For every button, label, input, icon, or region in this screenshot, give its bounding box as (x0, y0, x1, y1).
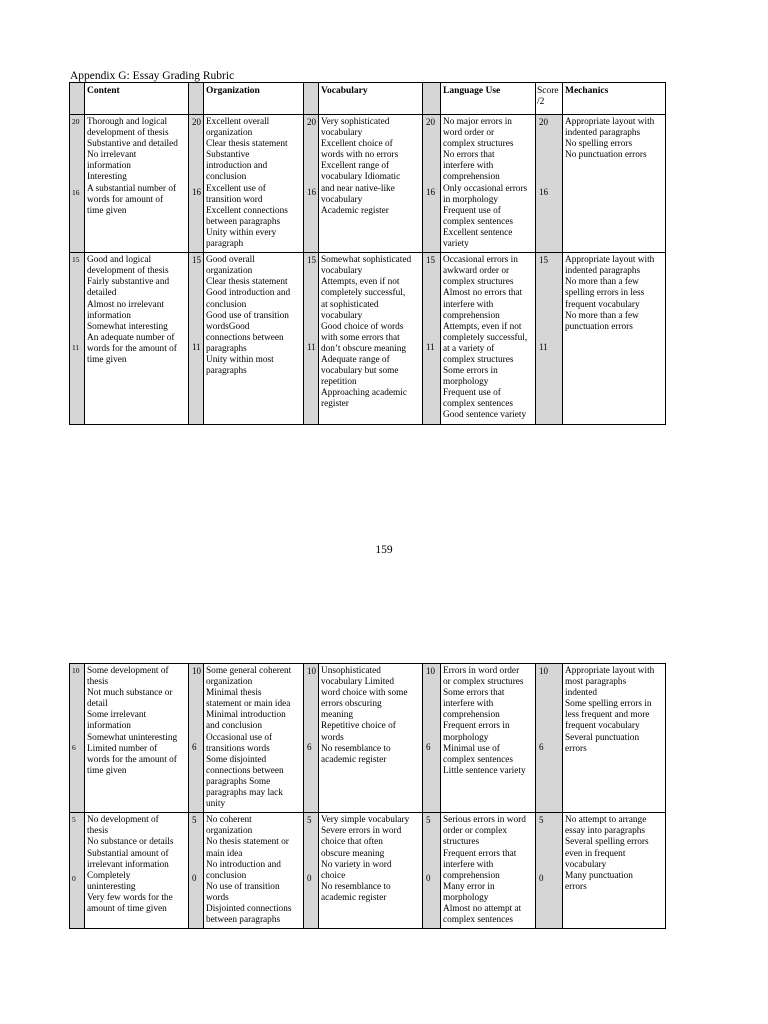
criterion-line: conclusion (206, 172, 247, 183)
mechanics-score-high: 5 (539, 815, 544, 826)
criterion-line: development of thesis (87, 266, 169, 277)
criterion-line: Frequent use of (443, 205, 501, 216)
criterion-line: Little sentence variety (443, 765, 526, 776)
criterion-line: Very few words for the (87, 892, 173, 903)
language-use-description (441, 115, 536, 253)
organization-score-header (189, 83, 204, 115)
criterion-line: Fairly substantive and (87, 277, 170, 288)
organization-score-low: 6 (192, 742, 197, 752)
criterion-line: even in frequent (565, 848, 626, 859)
criterion-line: academic register (321, 892, 387, 903)
language-use-score-cell (423, 115, 441, 253)
criterion-line: Occasional errors in (443, 255, 518, 266)
criterion-line: Very simple vocabulary (321, 815, 410, 826)
criterion-line: Many error in (443, 881, 495, 892)
criterion-line: paragraphs Some (206, 776, 271, 787)
criterion-line: complex structures (443, 139, 514, 150)
organization-description (204, 813, 304, 929)
criterion-line: morphology (443, 732, 489, 743)
organization-score-high: 20 (192, 117, 201, 127)
criterion-line: Good and logical (87, 255, 152, 266)
criterion-line: No irrelevant (87, 150, 137, 161)
language-use-score-low: 6 (426, 742, 431, 752)
criterion-line: detail (87, 699, 108, 710)
content-score-header (70, 83, 85, 115)
criterion-line: No punctuation errors (565, 150, 647, 161)
criterion-line: Clear thesis statement (206, 277, 288, 288)
organization-header: Organization (204, 83, 304, 115)
content-header: Content (85, 83, 189, 115)
language-use-score-cell (423, 253, 441, 424)
criterion-line: complex sentences (443, 915, 513, 926)
criterion-line: vocabulary Idiomatic (321, 172, 401, 183)
criterion-line: Excellent overall (206, 117, 270, 127)
score-header: Score /2 (536, 83, 563, 115)
content-score-cell (70, 253, 85, 424)
criterion-line: conclusion (206, 870, 247, 881)
vocabulary-score-header (304, 83, 319, 115)
organization-score-low: 11 (192, 342, 201, 353)
criterion-line: time given (87, 765, 127, 776)
criterion-line: variety (443, 239, 469, 250)
criterion-line: No coherent (206, 815, 252, 826)
criterion-line: Almost no errors that (443, 288, 523, 299)
language-use-score-high: 10 (426, 666, 435, 676)
criterion-line: Only occasional errors (443, 183, 528, 194)
rubric-band-row (70, 664, 666, 813)
mechanics-description (563, 253, 666, 424)
criterion-line: Some general coherent (206, 666, 292, 676)
vocabulary-description (319, 664, 423, 813)
criterion-line: Clear thesis statement (206, 139, 288, 150)
content-description (85, 253, 189, 424)
organization-score-cell (189, 253, 204, 424)
criterion-line: paragraphs (206, 343, 247, 354)
criterion-line: Somewhat sophisticated (321, 255, 412, 266)
criterion-line: No thesis statement or (206, 837, 289, 848)
criterion-line: time given (87, 205, 127, 216)
criterion-line: No substance or details (87, 837, 174, 848)
criterion-line: interfere with (443, 859, 494, 870)
criterion-line: Appropriate layout with (565, 666, 655, 676)
criterion-line: Errors in word order (443, 666, 520, 676)
organization-score-cell (189, 115, 204, 253)
criterion-line: Several punctuation (565, 732, 640, 743)
criterion-line: vocabulary Limited (321, 677, 395, 688)
language-use-description (441, 253, 536, 424)
criterion-line: detailed (87, 288, 117, 299)
criterion-line: thesis (87, 677, 109, 688)
criterion-line: vocabulary (565, 859, 607, 870)
content-score-cell (70, 664, 85, 813)
criterion-line: Several spelling errors (565, 837, 649, 848)
criterion-line: Not much substance or (87, 688, 173, 699)
criterion-line: order or complex (443, 826, 508, 837)
criterion-line: Disjointed connections (206, 903, 292, 914)
mechanics-score-high: 15 (539, 255, 548, 266)
criterion-line: Some spelling errors in (565, 699, 652, 710)
criterion-line: Minimal thesis (206, 688, 262, 699)
criterion-line: vocabulary (321, 266, 363, 277)
rubric-band-row (70, 253, 666, 424)
content-description (85, 115, 189, 253)
criterion-line: Completely (87, 870, 131, 881)
mechanics-score-low: 6 (539, 742, 544, 752)
criterion-line: complex structures (443, 354, 514, 365)
criterion-line: Good introduction and (206, 288, 291, 299)
criterion-line: completely successful, (443, 332, 528, 343)
rubric-table-bottom (69, 663, 666, 929)
criterion-line: paragraph (206, 239, 244, 250)
vocabulary-score-cell (304, 115, 319, 253)
rubric-header-row (70, 83, 666, 115)
criterion-line: No introduction and (206, 859, 281, 870)
organization-score-high: 15 (192, 255, 201, 266)
criterion-line: No errors that (443, 150, 495, 161)
criterion-line: No resemblance to (321, 881, 391, 892)
mechanics-score-low: 16 (539, 187, 548, 197)
criterion-line: word choice with some (321, 688, 408, 699)
criterion-line: No development of (87, 815, 159, 826)
criterion-line: complex sentences (443, 399, 513, 410)
criterion-line: Substantive (206, 150, 250, 161)
criterion-line: Repetitive choice of (321, 721, 396, 732)
criterion-line: Frequent use of (443, 388, 501, 399)
criterion-line: repetition (321, 377, 357, 388)
criterion-line: thesis (87, 826, 109, 837)
content-score-high: 10 (72, 666, 80, 675)
vocabulary-score-cell (304, 253, 319, 424)
vocabulary-score-low: 16 (307, 187, 316, 197)
criterion-line: register (321, 399, 349, 410)
language-use-score-low: 0 (426, 873, 431, 884)
criterion-line: frequent vocabulary (565, 299, 640, 310)
criterion-line: words with no errors (321, 150, 399, 161)
criterion-line: interfere with (443, 699, 494, 710)
vocabulary-score-low: 11 (307, 342, 316, 353)
criterion-line: No use of transition (206, 881, 280, 892)
criterion-line: or complex structures (443, 677, 524, 688)
criterion-line: errors (565, 743, 587, 754)
criterion-line: No more than a few (565, 277, 639, 288)
criterion-line: at a variety of (443, 343, 495, 354)
criterion-line: between paragraphs (206, 915, 281, 926)
language-use-header: Language Use (441, 83, 536, 115)
criterion-line: complex structures (443, 277, 514, 288)
criterion-line: Limited number of (87, 743, 158, 754)
criterion-line: connections between (206, 332, 284, 343)
organization-score-cell (189, 813, 204, 929)
criterion-line: amount of time given (87, 903, 167, 914)
criterion-line: irrelevant information (87, 859, 169, 870)
language-use-description (441, 813, 536, 929)
content-description (85, 813, 189, 929)
criterion-line: main idea (206, 848, 243, 859)
criterion-line: comprehension (443, 870, 500, 881)
criterion-line: Good choice of words (321, 321, 404, 332)
criterion-line: vocabulary (321, 128, 363, 139)
criterion-line: Attempts, even if not (321, 277, 400, 288)
criterion-line: Excellent choice of (321, 139, 393, 150)
mechanics-score-low: 11 (539, 342, 548, 353)
language-use-score-high: 20 (426, 117, 435, 127)
content-description (85, 664, 189, 813)
language-use-score-high: 5 (426, 815, 431, 826)
criterion-line: Good overall (206, 255, 255, 266)
criterion-line: Interesting (87, 172, 127, 183)
criterion-line: unity (206, 799, 226, 810)
criterion-line: development of thesis (87, 128, 169, 139)
criterion-line: word order or (443, 128, 495, 139)
mechanics-score-cell (536, 813, 563, 929)
criterion-line: organization (206, 266, 253, 277)
criterion-line: information (87, 310, 131, 321)
criterion-line: statement or main idea (206, 699, 291, 710)
criterion-line: introduction and (206, 161, 268, 172)
criterion-line: indented (565, 688, 598, 699)
criterion-line: No attempt to arrange (565, 815, 647, 826)
content-score-low: 11 (72, 343, 80, 353)
criterion-line: vocabulary but some (321, 366, 399, 377)
criterion-line: information (87, 721, 131, 732)
organization-score-high: 5 (192, 815, 197, 826)
organization-score-low: 0 (192, 873, 197, 884)
organization-description (204, 664, 304, 813)
criterion-line: Some irrelevant (87, 710, 147, 721)
mechanics-score-low: 0 (539, 873, 544, 884)
mechanics-score-high: 20 (539, 117, 548, 127)
criterion-line: and near native-like (321, 183, 395, 194)
organization-description (204, 115, 304, 253)
mechanics-score-high: 10 (539, 666, 548, 676)
criterion-line: punctuation errors (565, 321, 633, 332)
criterion-line: Good sentence variety (443, 410, 527, 421)
criterion-line: Occasional use of (206, 732, 273, 743)
organization-description (204, 253, 304, 424)
criterion-line: Good use of transition (206, 310, 289, 321)
criterion-line: less frequent and more (565, 710, 650, 721)
vocabulary-score-low: 6 (307, 742, 312, 752)
criterion-line: transitions words (206, 743, 270, 754)
content-score-low: 0 (72, 874, 76, 884)
criterion-line: connections between (206, 765, 284, 776)
criterion-line: complex sentences (443, 216, 513, 227)
vocabulary-score-high: 5 (307, 815, 312, 826)
criterion-line: Almost no attempt at (443, 903, 522, 914)
mechanics-score-cell (536, 115, 563, 253)
language-use-score-low: 16 (426, 187, 435, 197)
page-number: 159 (375, 544, 393, 556)
criterion-line: time given (87, 354, 127, 365)
rubric-band-row (70, 813, 666, 929)
criterion-line: Somewhat interesting (87, 321, 168, 332)
criterion-line: indented paragraphs (565, 266, 641, 277)
criterion-line: obscure meaning (321, 848, 385, 859)
criterion-line: Substantial amount of (87, 848, 169, 859)
criterion-line: frequent vocabulary (565, 721, 640, 732)
criterion-line: organization (206, 128, 253, 139)
criterion-line: Some disjointed (206, 754, 267, 765)
vocabulary-score-cell (304, 813, 319, 929)
criterion-line: Severe errors in word (321, 826, 402, 837)
criterion-line: interfere with (443, 299, 494, 310)
criterion-line: An adequate number of (87, 332, 175, 343)
language-use-score-cell (423, 813, 441, 929)
criterion-line: morphology (443, 377, 489, 388)
criterion-line: comprehension (443, 310, 500, 321)
criterion-line: academic register (321, 754, 387, 765)
mechanics-description (563, 115, 666, 253)
criterion-line: in morphology (443, 194, 499, 205)
criterion-line: comprehension (443, 710, 500, 721)
criterion-line: indented paragraphs (565, 128, 641, 139)
content-score-cell (70, 813, 85, 929)
mechanics-score-cell (536, 253, 563, 424)
criterion-line: vocabulary (321, 194, 363, 205)
criterion-line: most paragraphs (565, 677, 627, 688)
criterion-line: Appropriate layout with (565, 117, 655, 127)
mechanics-score-cell (536, 664, 563, 813)
vocabulary-description (319, 253, 423, 424)
criterion-line: A substantial number of (87, 183, 177, 194)
criterion-line: No variety in word (321, 859, 392, 870)
criterion-line: Substantive and detailed (87, 139, 178, 150)
criterion-line: complex sentences (443, 754, 513, 765)
criterion-line: Some errors in (443, 366, 498, 377)
criterion-line: No more than a few (565, 310, 639, 321)
language-use-score-cell (423, 664, 441, 813)
criterion-line: words for the amount of (87, 754, 177, 765)
content-score-high: 20 (72, 117, 80, 126)
appendix-caption: Appendix G: Essay Grading Rubric (70, 70, 235, 82)
criterion-line: awkward order or (443, 266, 510, 277)
criterion-line: Some errors that (443, 688, 505, 699)
criterion-line: Minimal introduction (206, 710, 286, 721)
criterion-line: Almost no irrelevant (87, 299, 164, 310)
criterion-line: meaning (321, 710, 354, 721)
criterion-line: words (206, 892, 229, 903)
criterion-line: Appropriate layout with (565, 255, 655, 266)
criterion-line: No spelling errors (565, 139, 633, 150)
mechanics-description (563, 813, 666, 929)
criterion-line: paragraphs may lack (206, 788, 283, 799)
criterion-line: errors (565, 881, 587, 892)
criterion-line: uninteresting (87, 881, 136, 892)
vocabulary-description (319, 813, 423, 929)
criterion-line: between paragraphs (206, 216, 281, 227)
criterion-line: completely successful, (321, 288, 406, 299)
organization-score-high: 10 (192, 666, 201, 676)
vocabulary-score-high: 15 (307, 255, 316, 266)
criterion-line: Adequate range of (321, 354, 390, 365)
criterion-line: at sophisticated (321, 299, 379, 310)
criterion-line: Approaching academic (321, 388, 407, 399)
criterion-line: Attempts, even if not (443, 321, 522, 332)
criterion-line: and conclusion (206, 721, 263, 732)
criterion-line: Very sophisticated (321, 117, 390, 127)
criterion-line: spelling errors in less (565, 288, 645, 299)
criterion-line: words for amount of (87, 194, 164, 205)
criterion-line: Some development of (87, 666, 169, 676)
vocabulary-header: Vocabulary (319, 83, 423, 115)
criterion-line: Frequent errors in (443, 721, 510, 732)
rubric-band-row (70, 115, 666, 253)
criterion-line: choice (321, 870, 346, 881)
criterion-line: Unsophisticated (321, 666, 381, 676)
criterion-line: information (87, 161, 131, 172)
criterion-line: comprehension (443, 172, 500, 183)
criterion-line: don’t obscure meaning (321, 343, 407, 354)
criterion-line: choice that often (321, 837, 383, 848)
rubric-table-top (69, 82, 666, 425)
criterion-line: essay into paragraphs (565, 826, 646, 837)
criterion-line: transition word (206, 194, 263, 205)
vocabulary-score-cell (304, 664, 319, 813)
criterion-line: Thorough and logical (87, 117, 168, 127)
criterion-line: organization (206, 826, 253, 837)
content-score-low: 6 (72, 743, 76, 752)
language-use-score-header (423, 83, 441, 115)
content-score-low: 16 (72, 188, 80, 197)
content-score-high: 5 (72, 815, 76, 825)
criterion-line: morphology (443, 892, 489, 903)
language-use-score-high: 15 (426, 255, 435, 266)
criterion-line: Unity within every (206, 227, 277, 238)
language-use-score-low: 11 (426, 342, 435, 353)
content-score-high: 15 (72, 255, 80, 265)
criterion-line: Somewhat uninteresting (87, 732, 178, 743)
criterion-line: Excellent sentence (443, 227, 513, 238)
criterion-line: Many punctuation (565, 870, 633, 881)
criterion-line: Minimal use of (443, 743, 500, 754)
criterion-line: paragraphs (206, 366, 247, 377)
organization-score-cell (189, 664, 204, 813)
criterion-line: vocabulary (321, 310, 363, 321)
criterion-line: Academic register (321, 205, 389, 216)
criterion-line: No resemblance to (321, 743, 391, 754)
criterion-line: Frequent errors that (443, 848, 517, 859)
mechanics-header: Mechanics (563, 83, 666, 115)
criterion-line: words (321, 732, 344, 743)
mechanics-description (563, 664, 666, 813)
criterion-line: conclusion (206, 299, 247, 310)
criterion-line: Serious errors in word (443, 815, 526, 826)
vocabulary-description (319, 115, 423, 253)
vocabulary-score-low: 0 (307, 873, 312, 884)
criterion-line: with some errors that (321, 332, 400, 343)
criterion-line: Excellent use of (206, 183, 266, 194)
criterion-line: wordsGood (206, 321, 250, 332)
content-score-cell (70, 115, 85, 253)
criterion-line: structures (443, 837, 480, 848)
vocabulary-score-high: 20 (307, 117, 316, 127)
criterion-line: No major errors in (443, 117, 512, 127)
criterion-line: errors obscuring (321, 699, 382, 710)
language-use-description (441, 664, 536, 813)
criterion-line: Excellent connections (206, 205, 288, 216)
vocabulary-score-high: 10 (307, 666, 316, 676)
organization-score-low: 16 (192, 187, 201, 197)
criterion-line: Excellent range of (321, 161, 390, 172)
criterion-line: interfere with (443, 161, 494, 172)
criterion-line: organization (206, 677, 253, 688)
criterion-line: Unity within most (206, 354, 274, 365)
criterion-line: words for the amount of (87, 343, 177, 354)
